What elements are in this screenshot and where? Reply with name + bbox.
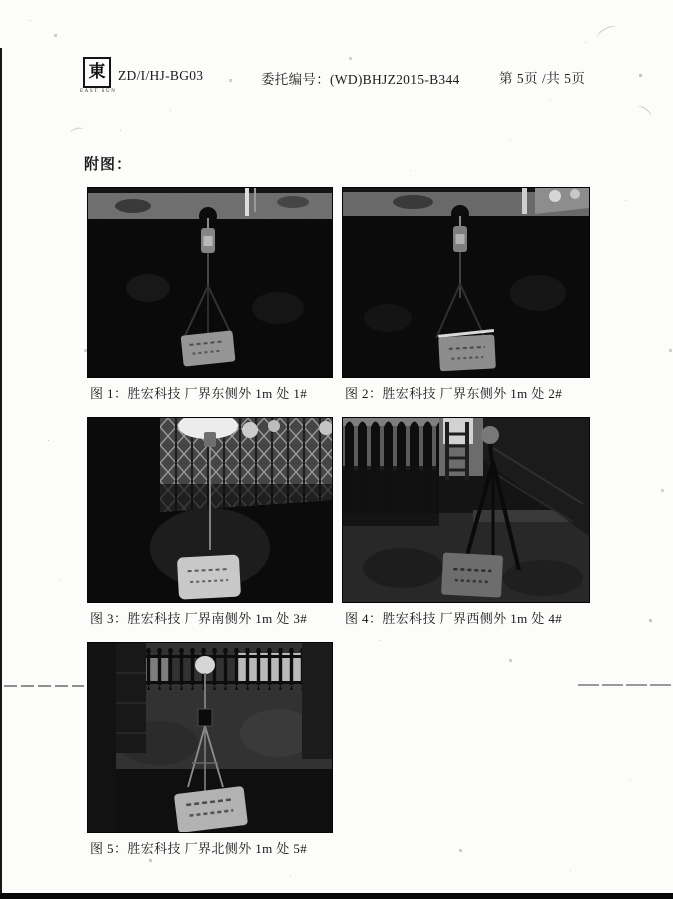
- photo-4-image: [342, 417, 590, 603]
- commission-number: [261, 68, 460, 88]
- photo-1-image: [87, 187, 333, 378]
- scan-left-edge: [0, 48, 2, 899]
- photo-2-image: [342, 187, 590, 378]
- scan-smudge: [69, 126, 84, 136]
- logo-seal-icon: 東: [83, 57, 111, 88]
- page-header: [0, 55, 673, 105]
- scan-bottom-edge: [0, 893, 673, 899]
- commission-value: (WD)BHJZ2015-B344: [330, 72, 460, 87]
- figure-5: [87, 642, 333, 857]
- document-code: ZD/I/HJ-BG03: [118, 68, 204, 83]
- crease-line-left: [4, 685, 84, 687]
- commission-label: 委托编号：: [261, 72, 330, 87]
- figure-caption-5: 图 5：胜宏科技 厂界北侧外 1m 处 5#: [90, 841, 308, 856]
- figure-caption-1: 图 1：胜宏科技 厂界东侧外 1m 处 1#: [90, 386, 308, 401]
- figure-4: [342, 417, 590, 627]
- scan-speckle-overlay: [30, 20, 31, 21]
- section-title: 附图：: [84, 157, 133, 173]
- photo-3-image: [87, 417, 333, 603]
- crease-line-right: [578, 684, 673, 686]
- page-indicator: 第 5页 /共 5页: [499, 71, 586, 86]
- figure-2: [342, 187, 590, 402]
- company-logo: [80, 57, 117, 94]
- figure-caption-2: 图 2：胜宏科技 厂界东侧外 1m 处 2#: [345, 386, 563, 401]
- figure-caption-4: 图 4：胜宏科技 厂界西侧外 1m 处 4#: [345, 611, 563, 626]
- figure-3: [87, 417, 333, 627]
- scan-smudge: [595, 23, 619, 42]
- logo-caption: EAST SUN: [80, 89, 117, 94]
- scan-smudge: [635, 104, 653, 120]
- figure-caption-3: 图 3：胜宏科技 厂界南侧外 1m 处 3#: [90, 611, 308, 626]
- figure-1: [87, 187, 333, 402]
- photo-5-image: [87, 642, 333, 833]
